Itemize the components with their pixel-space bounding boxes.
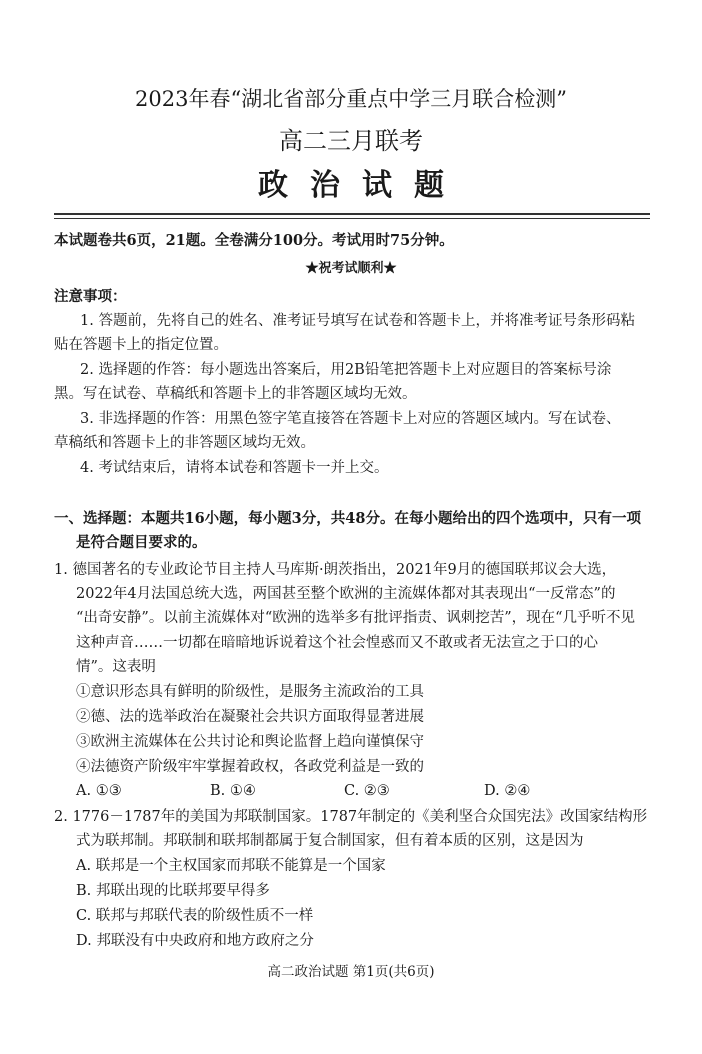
q1-stem-line-1: 1. 德国著名的专业政论节目主持人马库斯·朗茨指出，2021年9月的德国联邦议会大选， xyxy=(54,562,617,578)
q1-stem-line-5: 情”。这表明 xyxy=(76,659,156,675)
q1-statement-2: ②德、法的选举政治在凝聚社会共识方面取得显著进展 xyxy=(76,709,424,725)
note-2-line-2: 黑。写在试卷、草稿纸和答题卡上的非答题区域均无效。 xyxy=(54,386,417,402)
note-2-line-1: 2. 选择题的作答：每小题选出答案后，用2B铅笔把答题卡上对应题目的答案标号涂 xyxy=(80,362,612,378)
q2-option-c: C. 联邦与邦联代表的阶级性质不一样 xyxy=(76,908,314,924)
q1-stem-line-4: 这种声音……一切都在暗暗地诉说着这个社会惶惑而又不敢或者无法宣之于口的心 xyxy=(76,635,598,651)
page-footer: 高二政治试题 第1页(共6页) xyxy=(267,964,435,980)
subject-title: 政治试题 xyxy=(258,168,466,203)
note-3-line-2: 草稿纸和答题卡上的非答题区域均无效。 xyxy=(54,435,315,451)
header-divider-thick xyxy=(54,213,650,215)
q2-option-b: B. 邦联出现的比联邦要早得多 xyxy=(76,883,270,899)
q2-stem-line-2: 式为联邦制。邦联制和联邦制都属于复合制国家，但有着本质的区别，这是因为 xyxy=(76,833,584,849)
q2-option-a: A. 联邦是一个主权国家而邦联不能算是一个国家 xyxy=(76,858,386,874)
q1-option-a: A. ①③ xyxy=(76,783,122,799)
q1-option-d: D. ②④ xyxy=(484,783,531,799)
exam-grade-title: 高二三月联考 xyxy=(279,127,423,155)
q1-option-c: C. ②③ xyxy=(344,783,390,799)
note-1-line-2: 贴在答题卡上的指定位置。 xyxy=(54,337,228,353)
q1-stem-line-2: 2022年4月法国总统大选，两国甚至整个欧洲的主流媒体都对其表现出“一反常态”的 xyxy=(76,586,616,602)
section-1-title: 一、选择题：本题共16小题，每小题3分，共48分。在每小题给出的四个选项中，只有一项 xyxy=(54,510,641,527)
q1-statement-4: ④法德资产阶级牢牢掌握着政权，各政党利益是一致的 xyxy=(76,759,424,775)
q1-stem-line-3: “出奇安静”。以前主流媒体对“欧洲的选举多有批评指责、讽刺挖苦”，现在“几乎听不见 xyxy=(76,610,636,626)
q1-options-row xyxy=(76,781,616,801)
q2-stem-line-1: 2. 1776－1787年的美国为邦联制国家。1787年制定的《美利坚合众国宪法》改国家结构形 xyxy=(54,809,648,825)
note-4-line-1: 4. 考试结束后，请将本试卷和答题卡一并上交。 xyxy=(80,460,389,476)
exam-series-title: 2023年春“湖北省部分重点中学三月联合检测” xyxy=(135,87,567,111)
q1-statement-1: ①意识形态具有鲜明的阶级性，是服务主流政治的工具 xyxy=(76,684,424,700)
note-3-line-1: 3. 非选择题的作答：用黑色签字笔直接答在答题卡上对应的答题区域内。写在试卷、 xyxy=(80,411,621,427)
exam-info: 本试题卷共6页，21题。全卷满分100分。考试用时75分钟。 xyxy=(54,232,454,249)
header-divider-thin xyxy=(54,218,650,219)
notes-title: 注意事项： xyxy=(54,288,127,305)
good-luck-banner: ★祝考试顺利★ xyxy=(305,261,397,276)
note-1-line-1: 1. 答题前，先将自己的姓名、准考证号填写在试卷和答题卡上，并将准考证号条形码粘 xyxy=(80,313,635,329)
q2-option-d: D. 邦联没有中央政府和地方政府之分 xyxy=(76,933,314,949)
q1-option-b: B. ①④ xyxy=(210,783,256,799)
q1-statement-3: ③欧洲主流媒体在公共讨论和舆论监督上趋向谨慎保守 xyxy=(76,734,424,750)
section-1-title-cont: 是符合题目要求的。 xyxy=(76,534,207,551)
